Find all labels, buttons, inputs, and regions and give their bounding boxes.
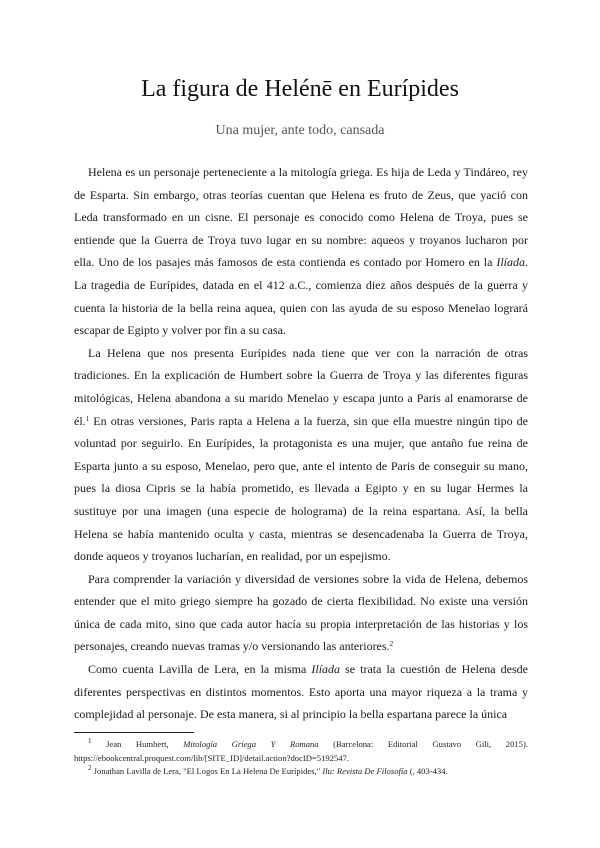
italic-title: Ilíada xyxy=(496,255,525,270)
footnote-ref-2[interactable]: 2 xyxy=(389,640,394,649)
paragraph-text: se trata la cuestión de Helena desde diferentes perspectivas en distintos momentos. Esto aporta una mayor riqueza a la trama y complejidad al personaje. De esta manera, si al principio la bella espartana parece la única xyxy=(74,662,528,722)
footnote-1 xyxy=(74,738,528,765)
paragraph-text: Para comprender la variación y diversidad de versiones sobre la vida de Helena, debemos entender que el mito griego siempre ha gozado de cierta flexibilidad. No existe una versión única de cada mito, sino que cada autor hacía su propia interpretación de las historias y los personajes, creando nuevas tramas y/o versionando las anteriores. xyxy=(74,571,528,654)
page-subtitle: Una mujer, ante todo, cansada xyxy=(215,123,385,138)
paragraph-1 xyxy=(74,161,528,342)
footnote-number: 1 xyxy=(88,737,92,745)
footnote-ref-1[interactable]: 1 xyxy=(85,414,90,423)
footnote-text: Jean Humbert, xyxy=(91,739,184,749)
footnote-italic: Mitología Griega Y Romana xyxy=(183,739,319,749)
footnote-text: (, 403-434. xyxy=(407,766,448,776)
paragraph-text: Como cuenta Lavilla de Lera, en la misma xyxy=(88,662,312,677)
paragraph-text: . La tragedia de Eurípides, datada en el 412 a.C., comienza diez años después de la guerra y cuenta la historia de la bella reina aquea, quien con las ayuda de su esposo Menelao logrará escapar de Egipto y volver por fin a su casa. xyxy=(74,255,528,338)
page-title: La figura de Helénē en Eurípides xyxy=(141,76,459,102)
paragraph-3 xyxy=(74,568,528,658)
footnote-number: 2 xyxy=(88,764,92,772)
body-text xyxy=(74,161,528,726)
paragraph-text: En otras versiones, Paris rapta a Helena a la fuerza, sin que ella muestre ningún tipo de voluntad por seguirlo. En Eurípides, la protagonista es una mujer, que antaño fue reina de Esparta junto a su esposo, Menelao, pero que, ante el intento de Paris de conseguir su mano, pues la diosa Cipris se la había prometido, es llevada a Egipto y en su lugar Hermes la sustituye por una imagen (una especie de holograma) de la reina espartana. Así, la bella Helena se había mantenido oculta y casta, mientras se desencadenaba la Guerra de Troya, donde aqueos y troyanos lucharían, en realidad, por un espejismo. xyxy=(74,413,528,564)
paragraph-2 xyxy=(74,342,528,568)
paragraph-4 xyxy=(74,658,528,726)
footnote-italic: Ilu: Revista De Filosofía xyxy=(322,766,408,776)
paragraph-text: La Helena que nos presenta Eurípides nada tiene que ver con la narración de otras tradiciones. En la explicación de Humbert sobre la Guerra de Troya y las diferentes figuras mitológicas, Helena abandona a su marido Menelao y escapa junto a Paris al enamorarse de él. xyxy=(74,345,528,428)
footnote-2 xyxy=(74,765,528,779)
footnote-text: Jonathan Lavilla de Lera, "El Logos En La Helena De Eurípides," xyxy=(91,766,323,776)
paragraph-text: Helena es un personaje perteneciente a la mitología griega. Es hija de Leda y Tindáreo, rey de Esparta. Sin embargo, otras teorías cuentan que Helena es fruto de Zeus, que yació con Leda transformado en un cisne. El personaje es conocido como Helena de Troya, pues se entiende que la Guerra de Troya tuvo lugar en su nombre: aqueos y troyanos lucharon por ella. Uno de los pasajes más famosos de esta contienda es contado por Homero en la xyxy=(74,165,528,270)
italic-title: Ilíada xyxy=(311,662,341,677)
footnote-text: (Barcelona: Editorial Gustavo Gili, 2015). https://ebookcentral.proquest.com/lib/[SITE_ID]/detail.action?docID=5192547. xyxy=(74,739,528,763)
footnotes xyxy=(74,738,528,779)
footnote-divider xyxy=(74,732,194,733)
